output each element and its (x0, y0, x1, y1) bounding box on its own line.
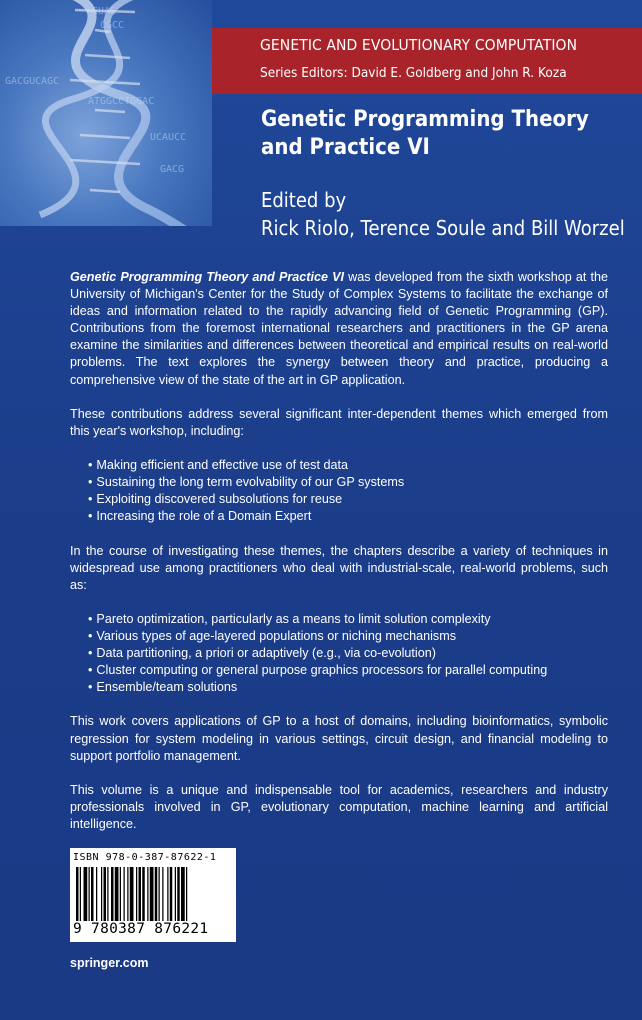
series-editors: Series Editors: David E. Goldberg and John R. Koza (260, 65, 567, 81)
description-paragraph-4: This work covers applications of GP to a host of domains, including bioinformatics, symbolic regression for system modeling in various settings, circuit design, and financial modeling to support portfolio management. (70, 714, 608, 763)
list-item: • Cluster computing or general purpose graphics processors for parallel computing (88, 662, 608, 679)
svg-text:CGCC: CGCC (100, 20, 125, 31)
book-title (261, 106, 589, 162)
list-item: • Data partitioning, a priori or adaptively (e.g., via co-evolution) (88, 645, 608, 662)
svg-text:UCAUCC: UCAUCC (150, 132, 187, 143)
lead-title: Genetic Programming Theory and Practice VI (70, 270, 344, 284)
list-item: • Making efficient and effective use of test data (88, 457, 608, 474)
barcode-number: 9 780387 876221 (73, 921, 209, 937)
publisher-link[interactable]: springer.com (70, 956, 149, 970)
svg-text:GUAG: GUAG (92, 6, 117, 17)
paragraph-1-text: was developed from the sixth workshop at the University of Michigan's Center for the Study of Complex Systems to facilitate the exchange of ideas and information related to the rapidly advancing field of Genetic Programming (GP). Contributions from the foremost international researchers and practitioners in the GP arena examine the similarities and differences between theoretical and empirical results on real-world problems. The text explores the synergy between theory and practice, producing a comprehensive view of the state of the art in GP application. (70, 270, 608, 387)
book-description (70, 269, 608, 833)
description-paragraph-2: These contributions address several significant inter-dependent themes which emerged from this year's workshop, including: (70, 406, 608, 438)
isbn-label: ISBN 978-0-387-87622-1 (73, 852, 217, 863)
list-item: • Various types of age-layered populations or niching mechanisms (88, 628, 608, 645)
themes-list (70, 457, 608, 525)
list-item: • Increasing the role of a Domain Expert (88, 508, 608, 525)
description-paragraph-3: In the course of investigating these themes, the chapters describe a variety of techniques in widespread use among practitioners who deal with industrial-scale, real-world problems, such as: (70, 543, 608, 592)
book-title-line1: Genetic Programming Theory (261, 107, 589, 132)
svg-text:ATGGCCTGGAC: ATGGCCTGGAC (88, 96, 155, 107)
isbn-barcode (70, 848, 236, 942)
book-title-line2: and Practice VI (261, 135, 430, 160)
list-item: • Exploiting discovered subsolutions for reuse (88, 491, 608, 508)
techniques-list (70, 611, 608, 696)
series-banner (212, 28, 642, 94)
svg-text:GACGUCAGC: GACGUCAGC (5, 76, 60, 87)
description-paragraph-5: This volume is a unique and indispensable tool for academics, researchers and industry professionals involved in GP, evolutionary computation, machine learning and artificial intelligence. (70, 782, 608, 831)
barcode-bars (74, 867, 232, 921)
description-paragraph-1 (70, 269, 608, 389)
list-item: • Sustaining the long term evolvability of our GP systems (88, 474, 608, 491)
list-item: • Pareto optimization, particularly as a means to limit solution complexity (88, 611, 608, 628)
dna-helix-image (0, 0, 212, 226)
list-item: • Ensemble/team solutions (88, 679, 608, 696)
book-editors: Rick Riolo, Terence Soule and Bill Worzel (261, 216, 625, 240)
svg-text:GACG: GACG (160, 164, 185, 175)
series-title: GENETIC AND EVOLUTIONARY COMPUTATION (260, 36, 578, 54)
edited-by-label: Edited by (261, 188, 347, 212)
